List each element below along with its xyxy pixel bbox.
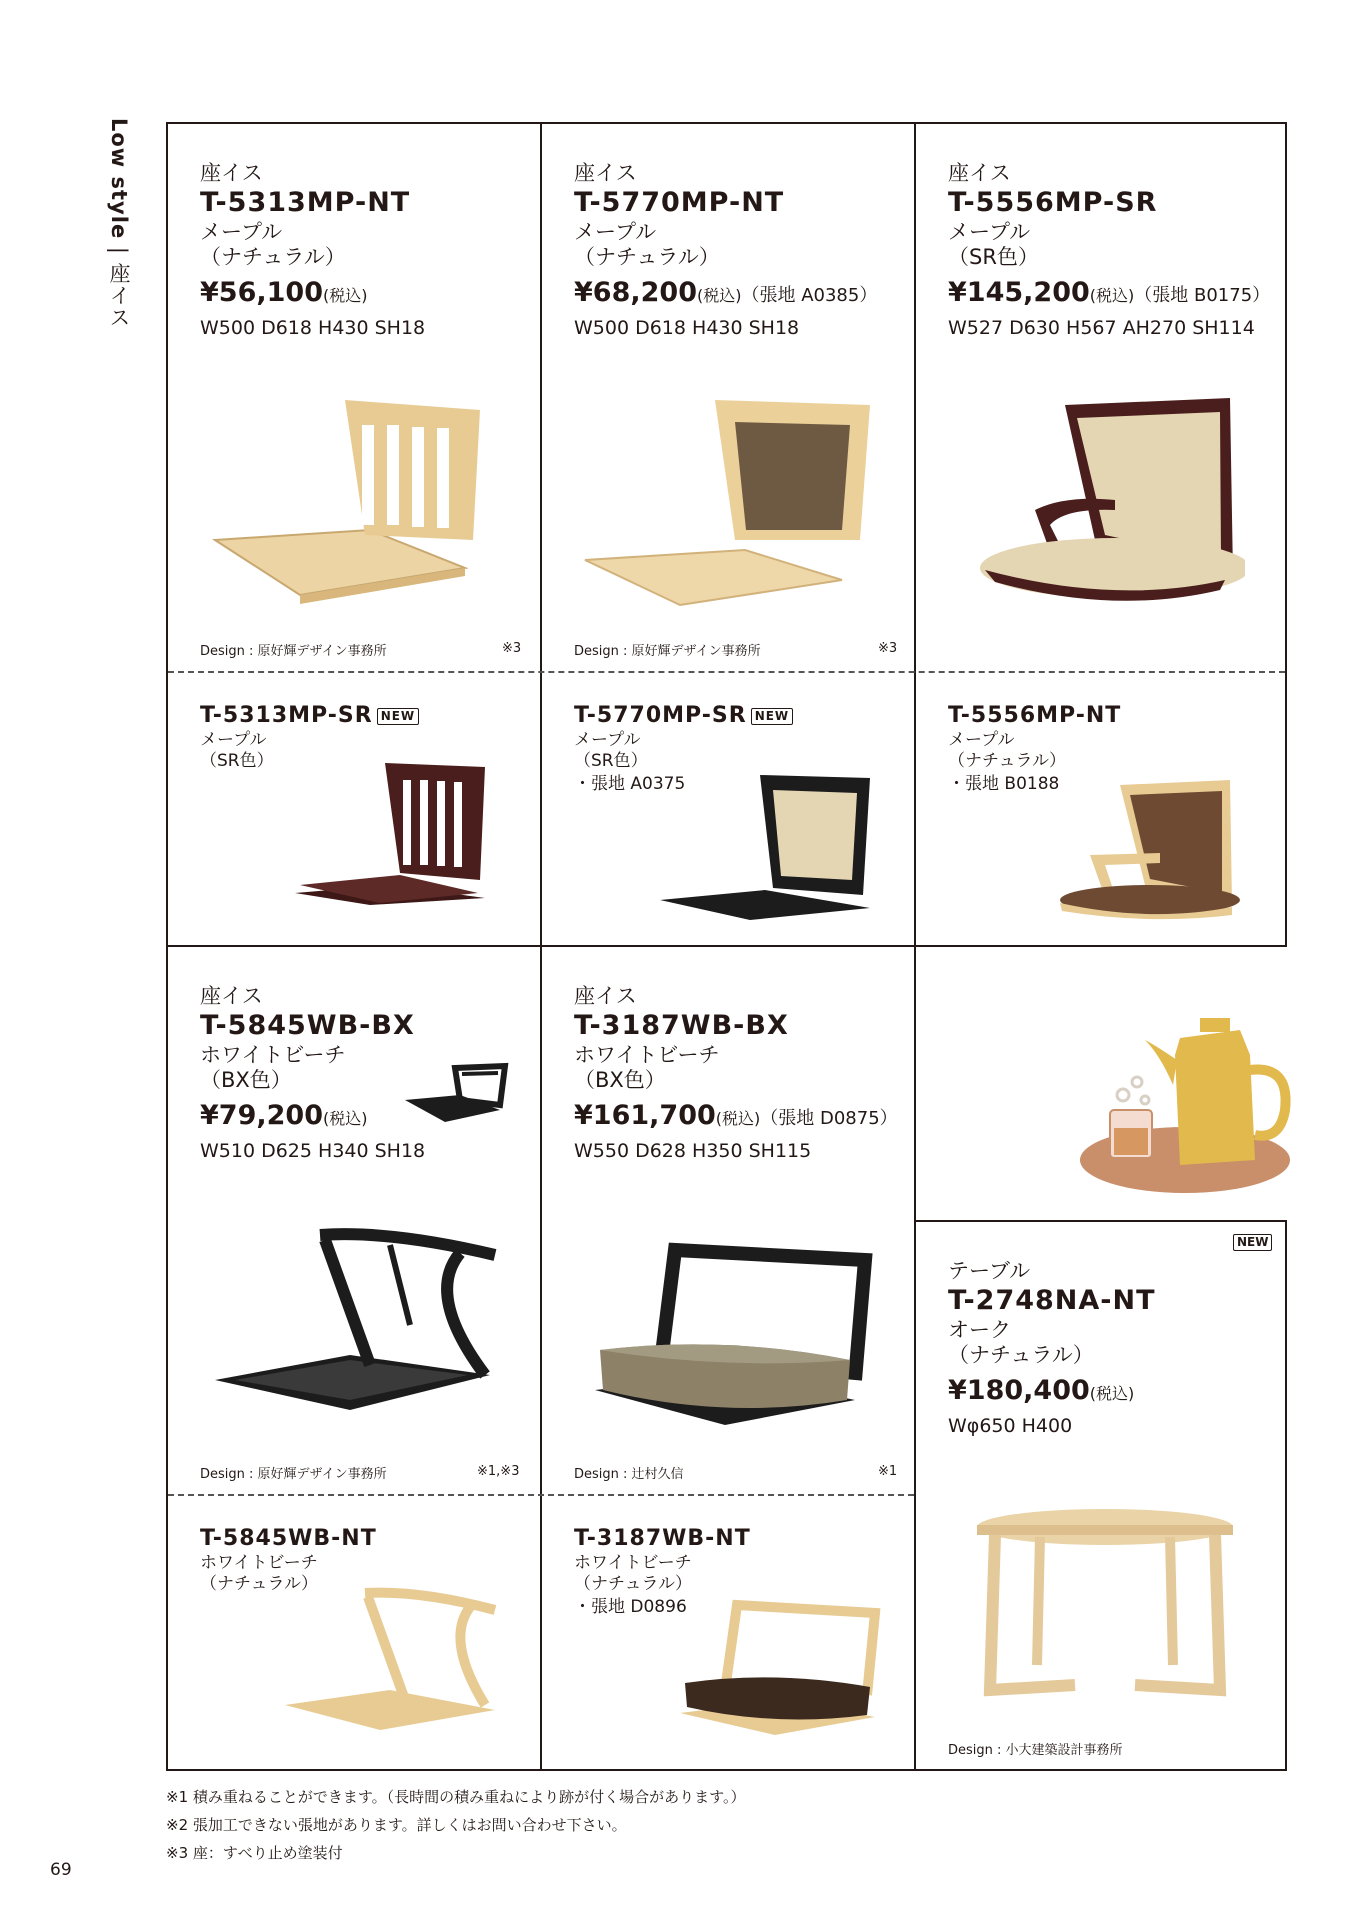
model-number: T-5556MP-SR: [948, 187, 1158, 218]
design-credit: Design : 小大建築設計事務所: [948, 1743, 1123, 1758]
new-badge: NEW: [1233, 1234, 1272, 1251]
color: （BX色）: [200, 1068, 292, 1092]
side-title: Low style | 座イス: [107, 118, 131, 329]
chair-image-black-frame: [210, 1225, 500, 1425]
color: （ナチュラル）: [948, 751, 1066, 771]
new-badge: NEW: [751, 708, 793, 725]
category: 座イス: [574, 161, 637, 185]
fabric-note: ・張地 D0896: [574, 1597, 687, 1617]
product-t5845wb-bx: [200, 983, 425, 1164]
category: 座イス: [200, 984, 263, 1008]
material: メープル: [200, 220, 283, 244]
design-credit: Design : 原好輝デザイン事務所: [574, 644, 761, 659]
price: ¥161,700(税込)（張地 D0875）: [574, 1100, 898, 1131]
color: （SR色）: [200, 751, 274, 771]
color: （BX色）: [574, 1068, 666, 1092]
model-number: T-5845WB-NT: [200, 1526, 377, 1551]
dimensions: W500 D618 H430 SH18: [574, 317, 800, 339]
design-credit: Design : 辻村久信: [574, 1467, 684, 1482]
new-badge: NEW: [377, 708, 419, 725]
price: ¥68,200(税込)（張地 A0385）: [574, 277, 878, 308]
product-t2748na-nt: [948, 1258, 1156, 1439]
dimensions: W527 D630 H567 AH270 SH114: [948, 317, 1255, 339]
model-number: T-3187WB-NT: [574, 1526, 751, 1551]
color: （SR色）: [574, 751, 648, 771]
fabric-note: ・張地 B0188: [948, 774, 1060, 794]
material: メープル: [200, 730, 267, 750]
material: ホワイトビーチ: [200, 1043, 346, 1067]
dimensions: W510 D625 H340 SH18: [200, 1140, 426, 1162]
material: ホワイトビーチ: [574, 1043, 720, 1067]
product-t5770mp-nt: [574, 160, 877, 341]
chair-image-maple-slat: [195, 390, 495, 630]
product-t5313mp-nt: [200, 160, 425, 341]
note-mark: ※3: [502, 641, 522, 656]
material: メープル: [948, 730, 1015, 750]
chair-image-black-cushion: [585, 1240, 875, 1440]
design-credit: Design : 原好輝デザイン事務所: [200, 1467, 387, 1482]
color: （ナチュラル）: [200, 245, 346, 269]
model-number: T-3187WB-BX: [574, 1010, 789, 1041]
product-t5556mp-sr: [948, 160, 1270, 341]
footnote-1: ※1 積み重ねることができます。（長時間の積み重ねにより跡が付く場合があります。）: [166, 1788, 746, 1806]
grid-right-top: [1285, 122, 1287, 946]
note-mark: ※1,※3: [477, 1464, 520, 1479]
chair-image-sr-armchair: [965, 390, 1245, 620]
category: 座イス: [200, 161, 263, 185]
category: 座イス: [948, 161, 1011, 185]
grid-right-bottom: [1285, 1220, 1287, 1771]
model-number: T-5770MP-NT: [574, 187, 785, 218]
dimensions: W500 D618 H430 SH18: [200, 317, 426, 339]
footnote-2: ※2 張加工できない張地があります。詳しくはお問い合わせ下さい。: [166, 1816, 627, 1834]
chair-image-black-fabric-back: [655, 770, 875, 920]
stacked-chairs-image: [400, 1060, 510, 1130]
dimensions: W550 D628 H350 SH115: [574, 1140, 812, 1162]
chair-image-natural-cushion: [675, 1595, 885, 1745]
teapot-illustration: [1075, 1010, 1305, 1200]
footnotes: [166, 1783, 745, 1867]
color: （ナチュラル）: [574, 1574, 692, 1594]
design-credit: Design : 原好輝デザイン事務所: [200, 644, 387, 659]
page-number: 69: [50, 1860, 72, 1880]
chair-image-natural-frame: [280, 1585, 500, 1735]
model-number: T-5556MP-NT: [948, 703, 1122, 728]
material: メープル: [574, 730, 641, 750]
fabric-note: ・張地 A0375: [574, 774, 686, 794]
price: ¥180,400(税込): [948, 1375, 1135, 1406]
product-t3187wb-bx: [574, 983, 898, 1164]
model-number: T-5845WB-BX: [200, 1010, 415, 1041]
table-image-oak: [965, 1505, 1245, 1705]
color: （ナチュラル）: [200, 1574, 318, 1594]
price: ¥79,200(税込): [200, 1100, 368, 1131]
model-number: T-5313MP-SR NEW: [200, 702, 419, 730]
material: ホワイトビーチ: [200, 1553, 318, 1573]
note-mark: ※3: [878, 641, 898, 656]
color: （ナチュラル）: [948, 1343, 1094, 1367]
grid-bottom: [166, 1769, 1285, 1771]
grid-row1: [166, 945, 1287, 947]
footnote-3: ※3 座：すべり止め塗装付: [166, 1844, 343, 1862]
model-number: T-5770MP-SR NEW: [574, 702, 793, 730]
model-number: T-2748NA-NT: [948, 1285, 1156, 1316]
dash-row2: [168, 1494, 914, 1496]
dash-row1: [168, 671, 1285, 673]
material: メープル: [574, 220, 657, 244]
grid-table-top: [914, 1220, 1287, 1222]
category: テーブル: [948, 1259, 1031, 1283]
dimensions: Wφ650 H400: [948, 1415, 1073, 1437]
grid-top: [166, 122, 1285, 124]
price: ¥56,100(税込): [200, 277, 368, 308]
model-number: T-5313MP-NT: [200, 187, 411, 218]
material: ホワイトビーチ: [574, 1553, 692, 1573]
chair-image-maple-fabric-back: [570, 390, 880, 630]
material: オーク: [948, 1318, 1011, 1342]
color: （SR色）: [948, 245, 1039, 269]
chair-image-natural-armchair: [1050, 775, 1240, 920]
material: メープル: [948, 220, 1031, 244]
category: 座イス: [574, 984, 637, 1008]
note-mark: ※1: [878, 1464, 898, 1479]
price: ¥145,200(税込)（張地 B0175）: [948, 277, 1271, 308]
chair-image-sr-slat: [290, 755, 490, 905]
color: （ナチュラル）: [574, 245, 720, 269]
